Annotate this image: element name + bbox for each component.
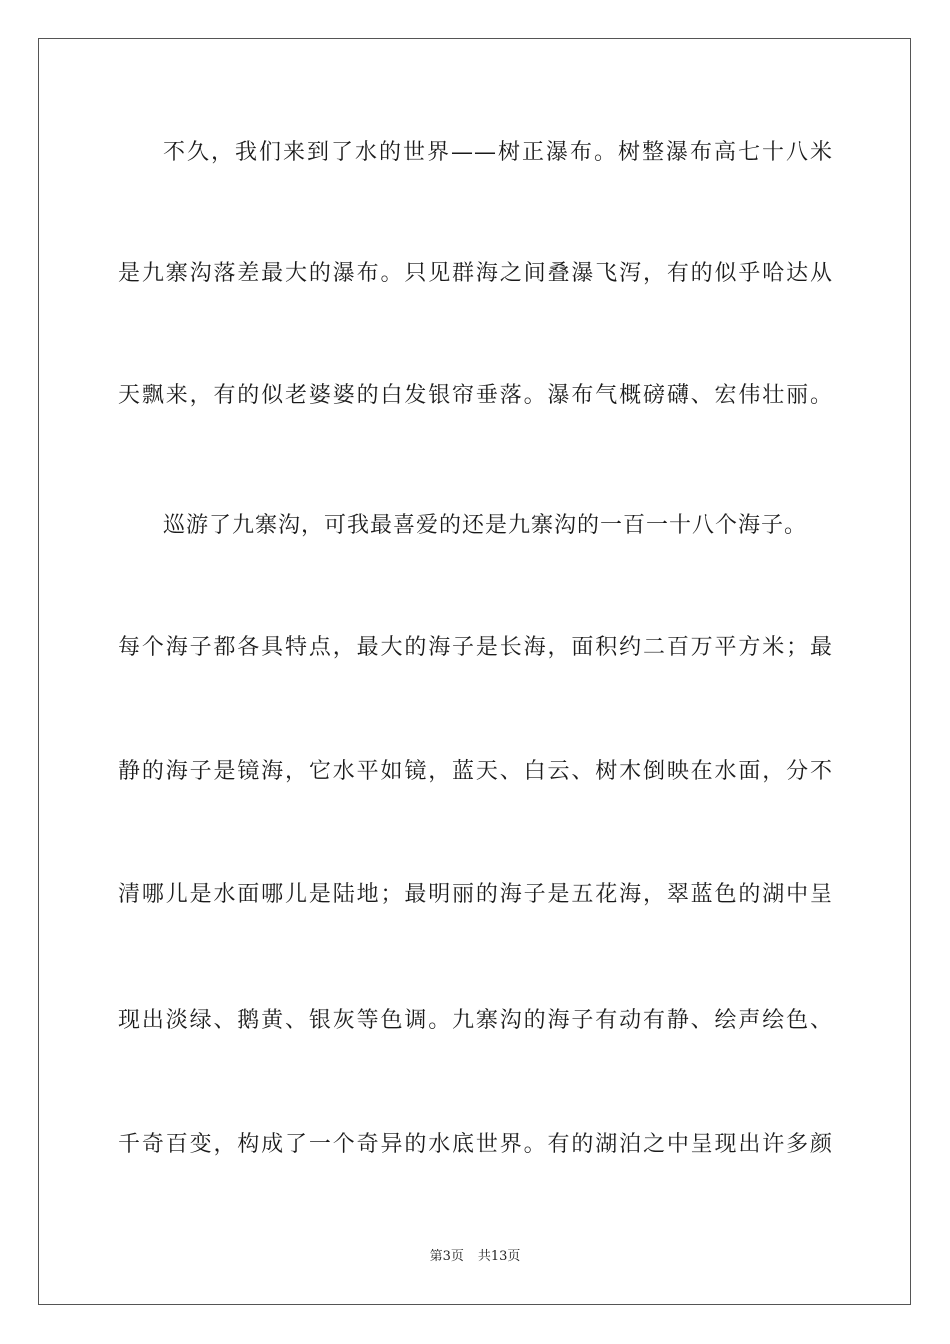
paragraph-line-3: 天飘来，有的似老婆婆的白发银帘垂落。瀑布气概磅礴、宏伟壮丽。 — [118, 383, 833, 408]
paragraph-line-9: 千奇百变，构成了一个奇异的水底世界。有的湖泊之中呈现出许多颜 — [118, 1132, 833, 1157]
total-pages: 共13页 — [477, 1249, 521, 1264]
paragraph-line-4: 巡游了九寨沟，可我最喜爱的还是九寨沟的一百一十八个海子。 — [163, 513, 808, 538]
paragraph-line-6: 静的海子是镜海，它水平如镜，蓝天、白云、树木倒映在水面，分不 — [118, 759, 833, 784]
page-footer — [0, 1248, 950, 1266]
paragraph-line-8: 现出淡绿、鹅黄、银灰等色调。九寨沟的海子有动有静、绘声绘色、 — [118, 1008, 833, 1033]
page-number: 第3页 — [429, 1249, 464, 1264]
page-border — [38, 38, 911, 1305]
paragraph-line-1: 不久，我们来到了水的世界——树正瀑布。树整瀑布高七十八米 — [163, 140, 833, 165]
paragraph-line-2: 是九寨沟落差最大的瀑布。只见群海之间叠瀑飞泻，有的似乎哈达从 — [118, 261, 833, 286]
paragraph-line-5: 每个海子都各具特点，最大的海子是长海，面积约二百万平方米；最 — [118, 635, 833, 660]
paragraph-line-7: 清哪儿是水面哪儿是陆地；最明丽的海子是五花海，翠蓝色的湖中呈 — [118, 882, 833, 907]
